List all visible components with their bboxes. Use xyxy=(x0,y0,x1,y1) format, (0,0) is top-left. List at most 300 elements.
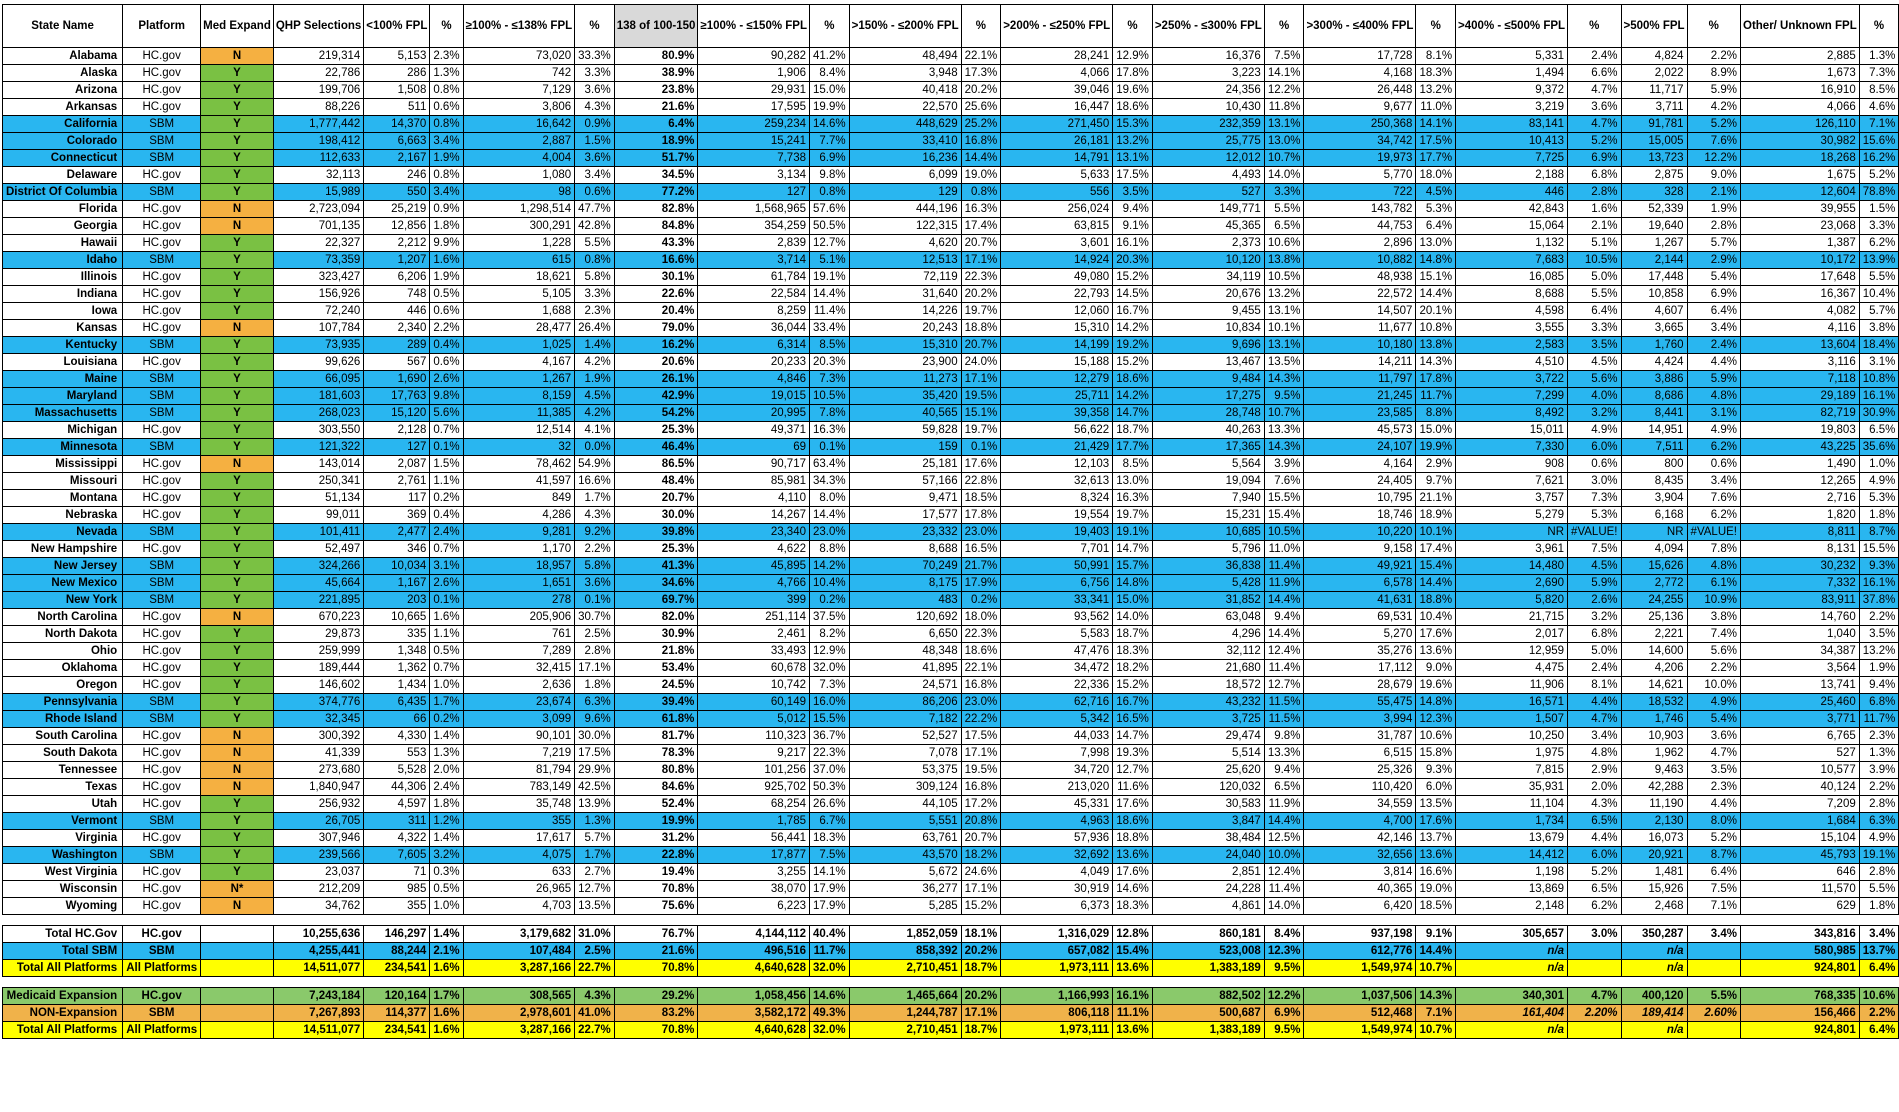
value-cell: 3.6% xyxy=(1687,728,1740,745)
value-cell: 633 xyxy=(463,864,575,881)
value-cell: 10,834 xyxy=(1152,320,1264,337)
value-cell: 8,259 xyxy=(698,303,810,320)
value-cell: 18.7% xyxy=(1113,422,1153,439)
summary-value: 2,710,451 xyxy=(849,960,961,977)
value-cell: 17.9% xyxy=(810,881,850,898)
value-cell: 19,403 xyxy=(1001,524,1113,541)
value-cell: NR xyxy=(1621,524,1687,541)
value-cell: 14,199 xyxy=(1001,337,1113,354)
value-cell: 1,362 xyxy=(364,660,430,677)
value-cell: 90,717 xyxy=(698,456,810,473)
value-cell: 52,339 xyxy=(1621,201,1687,218)
summary-value: 5.5% xyxy=(1687,988,1740,1005)
spacer-row xyxy=(3,977,1899,988)
summary-value: 2.20% xyxy=(1568,1005,1621,1022)
value-cell: 0.2% xyxy=(961,592,1001,609)
summary-value: 18.1% xyxy=(961,926,1001,943)
value-cell: 9.8% xyxy=(1264,728,1304,745)
value-cell: 2.8% xyxy=(575,643,615,660)
value-cell: 73,020 xyxy=(463,48,575,65)
value-cell: 9.1% xyxy=(1113,218,1153,235)
value-cell: 5.0% xyxy=(1568,643,1621,660)
value-cell: 15,104 xyxy=(1741,830,1860,847)
value-cell: 19.5% xyxy=(961,762,1001,779)
value-cell: 2,167 xyxy=(364,150,430,167)
value-cell: 6.4% xyxy=(614,116,698,133)
summary-value: 1,383,189 xyxy=(1152,1022,1264,1039)
summary-value: 32.0% xyxy=(810,960,850,977)
value-cell: 3,219 xyxy=(1456,99,1568,116)
value-cell: 20.8% xyxy=(961,813,1001,830)
value-cell: 18.9% xyxy=(614,133,698,150)
value-cell: 25,775 xyxy=(1152,133,1264,150)
value-cell: 5.3% xyxy=(1416,201,1456,218)
value-cell: 2,636 xyxy=(463,677,575,694)
value-cell: 98 xyxy=(463,184,575,201)
value-cell: 16.7% xyxy=(1113,303,1153,320)
value-cell: 722 xyxy=(1304,184,1416,201)
value-cell: 0.8% xyxy=(430,116,463,133)
value-cell: 1.7% xyxy=(575,847,615,864)
value-cell: 2,017 xyxy=(1456,626,1568,643)
state-name: South Dakota xyxy=(3,745,123,762)
value-cell: 9,463 xyxy=(1621,762,1687,779)
value-cell: 18.6% xyxy=(1113,99,1153,116)
value-cell: 19,015 xyxy=(698,388,810,405)
summary-value: 2,978,601 xyxy=(463,1005,575,1022)
state-name: Kentucky xyxy=(3,337,123,354)
value-cell: 14.3% xyxy=(1416,354,1456,371)
value-cell: 25,326 xyxy=(1304,762,1416,779)
value-cell: 110,323 xyxy=(698,728,810,745)
state-name: Maryland xyxy=(3,388,123,405)
state-name: Tennessee xyxy=(3,762,123,779)
value-cell: 12,856 xyxy=(364,218,430,235)
state-name: California xyxy=(3,116,123,133)
platform-cell: HC.gov xyxy=(123,864,201,881)
value-cell: 40,418 xyxy=(849,82,961,99)
value-cell: 9.4% xyxy=(1859,677,1899,694)
value-cell: 53,375 xyxy=(849,762,961,779)
value-cell: 19.7% xyxy=(961,303,1001,320)
value-cell: 4.2% xyxy=(1687,99,1740,116)
value-cell: 143,782 xyxy=(1304,201,1416,218)
value-cell: 1,962 xyxy=(1621,745,1687,762)
value-cell: 13.9% xyxy=(575,796,615,813)
value-cell: 4.9% xyxy=(1687,422,1740,439)
column-header-2: Med Expand xyxy=(201,5,274,48)
value-cell: 30.0% xyxy=(614,507,698,524)
value-cell: 23,037 xyxy=(273,864,363,881)
value-cell: 1.3% xyxy=(430,65,463,82)
value-cell: 7,683 xyxy=(1456,252,1568,269)
value-cell: 4.7% xyxy=(1687,745,1740,762)
value-cell: 17,763 xyxy=(364,388,430,405)
value-cell: 32,613 xyxy=(1001,473,1113,490)
value-cell: 10.0% xyxy=(1264,847,1304,864)
value-cell: 4.3% xyxy=(575,507,615,524)
value-cell: 8.0% xyxy=(1687,813,1740,830)
value-cell: 10,250 xyxy=(1456,728,1568,745)
value-cell: 120,692 xyxy=(849,609,961,626)
table-row xyxy=(3,388,1899,405)
value-cell: 9.8% xyxy=(810,167,850,184)
summary-value: 924,801 xyxy=(1741,1022,1860,1039)
value-cell: 16.5% xyxy=(961,541,1001,558)
value-cell: 1.6% xyxy=(430,609,463,626)
value-cell: 11,190 xyxy=(1621,796,1687,813)
value-cell: 17.7% xyxy=(1416,150,1456,167)
value-cell: 9.3% xyxy=(1416,762,1456,779)
value-cell: 3,722 xyxy=(1456,371,1568,388)
state-name: Arkansas xyxy=(3,99,123,116)
value-cell: 1,975 xyxy=(1456,745,1568,762)
summary-row xyxy=(3,988,1899,1005)
value-cell: 286 xyxy=(364,65,430,82)
value-cell: 10,577 xyxy=(1741,762,1860,779)
value-cell: 25,181 xyxy=(849,456,961,473)
value-cell: 7,289 xyxy=(463,643,575,660)
value-cell: 5.9% xyxy=(1687,371,1740,388)
medicaid-expansion-cell: N xyxy=(201,779,274,796)
platform-cell: HC.gov xyxy=(123,65,201,82)
value-cell: 82,719 xyxy=(1741,405,1860,422)
summary-label: Total All Platforms xyxy=(3,960,123,977)
value-cell: 91,781 xyxy=(1621,116,1687,133)
summary-value: 13.6% xyxy=(1113,960,1153,977)
value-cell: 3,757 xyxy=(1456,490,1568,507)
value-cell: 14.6% xyxy=(810,116,850,133)
value-cell: 22,570 xyxy=(849,99,961,116)
value-cell: 22,786 xyxy=(273,65,363,82)
value-cell: 324,266 xyxy=(273,558,363,575)
value-cell: 9.5% xyxy=(1264,388,1304,405)
value-cell: 8,492 xyxy=(1456,405,1568,422)
value-cell: 15.2% xyxy=(1113,677,1153,694)
value-cell: 0.2% xyxy=(430,490,463,507)
value-cell: 271,450 xyxy=(1001,116,1113,133)
platform-cell: SBM xyxy=(123,252,201,269)
value-cell: 9.2% xyxy=(575,524,615,541)
value-cell: 17,595 xyxy=(698,99,810,116)
value-cell: 3.3% xyxy=(1568,320,1621,337)
value-cell: 1.8% xyxy=(575,677,615,694)
value-cell: 18,572 xyxy=(1152,677,1264,694)
state-name: Maine xyxy=(3,371,123,388)
value-cell: 5.9% xyxy=(1687,82,1740,99)
value-cell: 41,339 xyxy=(273,745,363,762)
value-cell: 1.8% xyxy=(1859,898,1899,915)
value-cell: 16.6% xyxy=(1416,864,1456,881)
value-cell: 1,207 xyxy=(364,252,430,269)
value-cell: 3.1% xyxy=(1687,405,1740,422)
value-cell: 66,095 xyxy=(273,371,363,388)
value-cell: 7.3% xyxy=(810,371,850,388)
summary-medicaid xyxy=(201,1022,274,1039)
platform-cell: SBM xyxy=(123,575,201,592)
value-cell: 0.8% xyxy=(961,184,1001,201)
value-cell: 26.6% xyxy=(810,796,850,813)
value-cell: 2.6% xyxy=(430,575,463,592)
value-cell: 19.4% xyxy=(614,864,698,881)
value-cell: 159 xyxy=(849,439,961,456)
value-cell: 250,341 xyxy=(273,473,363,490)
value-cell: 43.3% xyxy=(614,235,698,252)
value-cell: 1,198 xyxy=(1456,864,1568,881)
table-row xyxy=(3,116,1899,133)
summary-label: Total All Platforms xyxy=(3,1022,123,1039)
value-cell: 110,420 xyxy=(1304,779,1416,796)
value-cell: 34,742 xyxy=(1304,133,1416,150)
summary-value: 76.7% xyxy=(614,926,698,943)
value-cell: 17.7% xyxy=(1113,439,1153,456)
table-row xyxy=(3,626,1899,643)
value-cell: 143,014 xyxy=(273,456,363,473)
value-cell: 307,946 xyxy=(273,830,363,847)
value-cell: 2.8% xyxy=(1568,184,1621,201)
value-cell: 18,532 xyxy=(1621,694,1687,711)
value-cell: 2.9% xyxy=(1568,762,1621,779)
medicaid-expansion-cell: Y xyxy=(201,558,274,575)
value-cell: 55,475 xyxy=(1304,694,1416,711)
summary-label: Total SBM xyxy=(3,943,123,960)
value-cell: 14.1% xyxy=(1264,65,1304,82)
value-cell: 24,255 xyxy=(1621,592,1687,609)
value-cell: 4,598 xyxy=(1456,303,1568,320)
value-cell: 12.2% xyxy=(1264,82,1304,99)
value-cell: 1.9% xyxy=(1687,201,1740,218)
value-cell: 24,405 xyxy=(1304,473,1416,490)
value-cell: 44,753 xyxy=(1304,218,1416,235)
summary-value: 4,255,441 xyxy=(273,943,363,960)
value-cell: 57,166 xyxy=(849,473,961,490)
value-cell: 9.4% xyxy=(1264,762,1304,779)
table-row xyxy=(3,762,1899,779)
value-cell: 1.8% xyxy=(1859,507,1899,524)
value-cell: 2.4% xyxy=(1687,337,1740,354)
value-cell: 14.4% xyxy=(1416,575,1456,592)
value-cell: 34,559 xyxy=(1304,796,1416,813)
medicaid-expansion-cell: Y xyxy=(201,660,274,677)
value-cell: 17,448 xyxy=(1621,269,1687,286)
table-row xyxy=(3,65,1899,82)
value-cell: 19.1% xyxy=(810,269,850,286)
value-cell: 250,368 xyxy=(1304,116,1416,133)
value-cell: 0.4% xyxy=(430,507,463,524)
value-cell: 3.3% xyxy=(575,286,615,303)
value-cell: 18.3% xyxy=(1113,643,1153,660)
value-cell: 1.6% xyxy=(1568,201,1621,218)
column-header-13: >200% - ≤250% FPL xyxy=(1001,5,1113,48)
value-cell: 6.4% xyxy=(1568,303,1621,320)
value-cell: 10,665 xyxy=(364,609,430,626)
value-cell: 11,906 xyxy=(1456,677,1568,694)
summary-platform: SBM xyxy=(123,943,201,960)
table-row xyxy=(3,150,1899,167)
value-cell: 15.3% xyxy=(1113,116,1153,133)
value-cell: 10.1% xyxy=(1264,320,1304,337)
value-cell: 32,692 xyxy=(1001,847,1113,864)
value-cell: 82.0% xyxy=(614,609,698,626)
summary-value: 806,118 xyxy=(1001,1005,1113,1022)
table-row xyxy=(3,541,1899,558)
value-cell: 41.3% xyxy=(614,558,698,575)
value-cell: 29,873 xyxy=(273,626,363,643)
value-cell: 14.5% xyxy=(1113,286,1153,303)
medicaid-expansion-cell: Y xyxy=(201,286,274,303)
value-cell: 10,858 xyxy=(1621,286,1687,303)
value-cell: 15,241 xyxy=(698,133,810,150)
value-cell: 742 xyxy=(463,65,575,82)
value-cell: 39.4% xyxy=(614,694,698,711)
value-cell: 19.7% xyxy=(961,422,1001,439)
value-cell: 7,078 xyxy=(849,745,961,762)
value-cell: 22.8% xyxy=(614,847,698,864)
value-cell: 5.1% xyxy=(1568,235,1621,252)
value-cell: 40,263 xyxy=(1152,422,1264,439)
platform-cell: HC.gov xyxy=(123,82,201,99)
value-cell: 4,286 xyxy=(463,507,575,524)
column-header-14: % xyxy=(1113,5,1153,48)
value-cell: 8.7% xyxy=(1687,847,1740,864)
value-cell: 1,508 xyxy=(364,82,430,99)
value-cell: 70.8% xyxy=(614,881,698,898)
value-cell: NR xyxy=(1456,524,1568,541)
value-cell: 748 xyxy=(364,286,430,303)
value-cell: 5,331 xyxy=(1456,48,1568,65)
summary-value: 350,287 xyxy=(1621,926,1687,943)
table-row xyxy=(3,507,1899,524)
value-cell: 11,677 xyxy=(1304,320,1416,337)
value-cell: 62,716 xyxy=(1001,694,1113,711)
value-cell: 8,811 xyxy=(1741,524,1860,541)
value-cell: 6.0% xyxy=(1416,779,1456,796)
value-cell: 17,877 xyxy=(698,847,810,864)
value-cell: 3,134 xyxy=(698,167,810,184)
value-cell: 13.1% xyxy=(1113,150,1153,167)
medicaid-expansion-cell: N* xyxy=(201,881,274,898)
value-cell: 18.2% xyxy=(961,847,1001,864)
value-cell: 80.8% xyxy=(614,762,698,779)
value-cell: 3,814 xyxy=(1304,864,1416,881)
value-cell: 126,110 xyxy=(1741,116,1860,133)
value-cell: 925,702 xyxy=(698,779,810,796)
column-header-9: ≥100% - ≤150% FPL xyxy=(698,5,810,48)
value-cell: 14.4% xyxy=(810,286,850,303)
value-cell: 10,220 xyxy=(1304,524,1416,541)
value-cell: 2,690 xyxy=(1456,575,1568,592)
value-cell: 12.5% xyxy=(1264,830,1304,847)
value-cell: 849 xyxy=(463,490,575,507)
value-cell: 51,134 xyxy=(273,490,363,507)
summary-value: 40.4% xyxy=(810,926,850,943)
summary-value: 13.7% xyxy=(1859,943,1899,960)
value-cell: 21.1% xyxy=(1416,490,1456,507)
table-row xyxy=(3,558,1899,575)
value-cell: 34.5% xyxy=(614,167,698,184)
table-row xyxy=(3,456,1899,473)
value-cell: 23,068 xyxy=(1741,218,1860,235)
column-header-7: % xyxy=(575,5,615,48)
table-row xyxy=(3,252,1899,269)
value-cell: 2.2% xyxy=(1687,660,1740,677)
platform-cell: HC.gov xyxy=(123,762,201,779)
summary-value: 70.8% xyxy=(614,960,698,977)
value-cell: 18.2% xyxy=(1113,660,1153,677)
value-cell: 14.7% xyxy=(1113,405,1153,422)
summary-value: 768,335 xyxy=(1741,988,1860,1005)
value-cell: 11.4% xyxy=(1264,881,1304,898)
value-cell: 2.8% xyxy=(1859,864,1899,881)
value-cell: 3.6% xyxy=(575,150,615,167)
value-cell: 6.8% xyxy=(1568,167,1621,184)
platform-cell: HC.gov xyxy=(123,745,201,762)
value-cell: 20.2% xyxy=(961,286,1001,303)
medicaid-expansion-cell: Y xyxy=(201,439,274,456)
state-name: Oregon xyxy=(3,677,123,694)
value-cell: 9.3% xyxy=(1859,558,1899,575)
value-cell: 2,839 xyxy=(698,235,810,252)
value-cell: 14,924 xyxy=(1001,252,1113,269)
value-cell: 4,116 xyxy=(1741,320,1860,337)
value-cell: 46.4% xyxy=(614,439,698,456)
value-cell: 8,435 xyxy=(1621,473,1687,490)
value-cell: 213,020 xyxy=(1001,779,1113,796)
value-cell: 1.3% xyxy=(1859,745,1899,762)
value-cell: 120,032 xyxy=(1152,779,1264,796)
value-cell: 483 xyxy=(849,592,961,609)
summary-value: 1,465,664 xyxy=(849,988,961,1005)
summary-value: 9.1% xyxy=(1416,926,1456,943)
value-cell: 5.7% xyxy=(575,830,615,847)
summary-label: NON-Expansion xyxy=(3,1005,123,1022)
value-cell: 11.9% xyxy=(1264,575,1304,592)
value-cell: 10.5% xyxy=(1264,524,1304,541)
value-cell: 17.6% xyxy=(1113,864,1153,881)
state-name: New Hampshire xyxy=(3,541,123,558)
summary-value: 657,082 xyxy=(1001,943,1113,960)
value-cell: 22,572 xyxy=(1304,286,1416,303)
value-cell: 10,120 xyxy=(1152,252,1264,269)
medicaid-expansion-cell: Y xyxy=(201,847,274,864)
summary-value: n/a xyxy=(1621,960,1687,977)
value-cell: 1.7% xyxy=(575,490,615,507)
value-cell: 5.5% xyxy=(1264,201,1304,218)
value-cell: 8,441 xyxy=(1621,405,1687,422)
value-cell: 369 xyxy=(364,507,430,524)
value-cell: 2,851 xyxy=(1152,864,1264,881)
value-cell: 4,049 xyxy=(1001,864,1113,881)
value-cell: 13,741 xyxy=(1741,677,1860,694)
value-cell: 6,099 xyxy=(849,167,961,184)
value-cell: 1.9% xyxy=(430,150,463,167)
value-cell: 7.5% xyxy=(1687,881,1740,898)
value-cell: 23.0% xyxy=(810,524,850,541)
value-cell: 18.3% xyxy=(810,830,850,847)
table-row xyxy=(3,235,1899,252)
value-cell: 25.2% xyxy=(961,116,1001,133)
value-cell: 9,677 xyxy=(1304,99,1416,116)
platform-cell: SBM xyxy=(123,592,201,609)
value-cell: 3,714 xyxy=(698,252,810,269)
state-name: Washington xyxy=(3,847,123,864)
summary-value: 189,414 xyxy=(1621,1005,1687,1022)
value-cell: 50.5% xyxy=(810,218,850,235)
value-cell: 33.4% xyxy=(810,320,850,337)
value-cell: 16,073 xyxy=(1621,830,1687,847)
value-cell: 22,327 xyxy=(273,235,363,252)
value-cell: 527 xyxy=(1741,745,1860,762)
